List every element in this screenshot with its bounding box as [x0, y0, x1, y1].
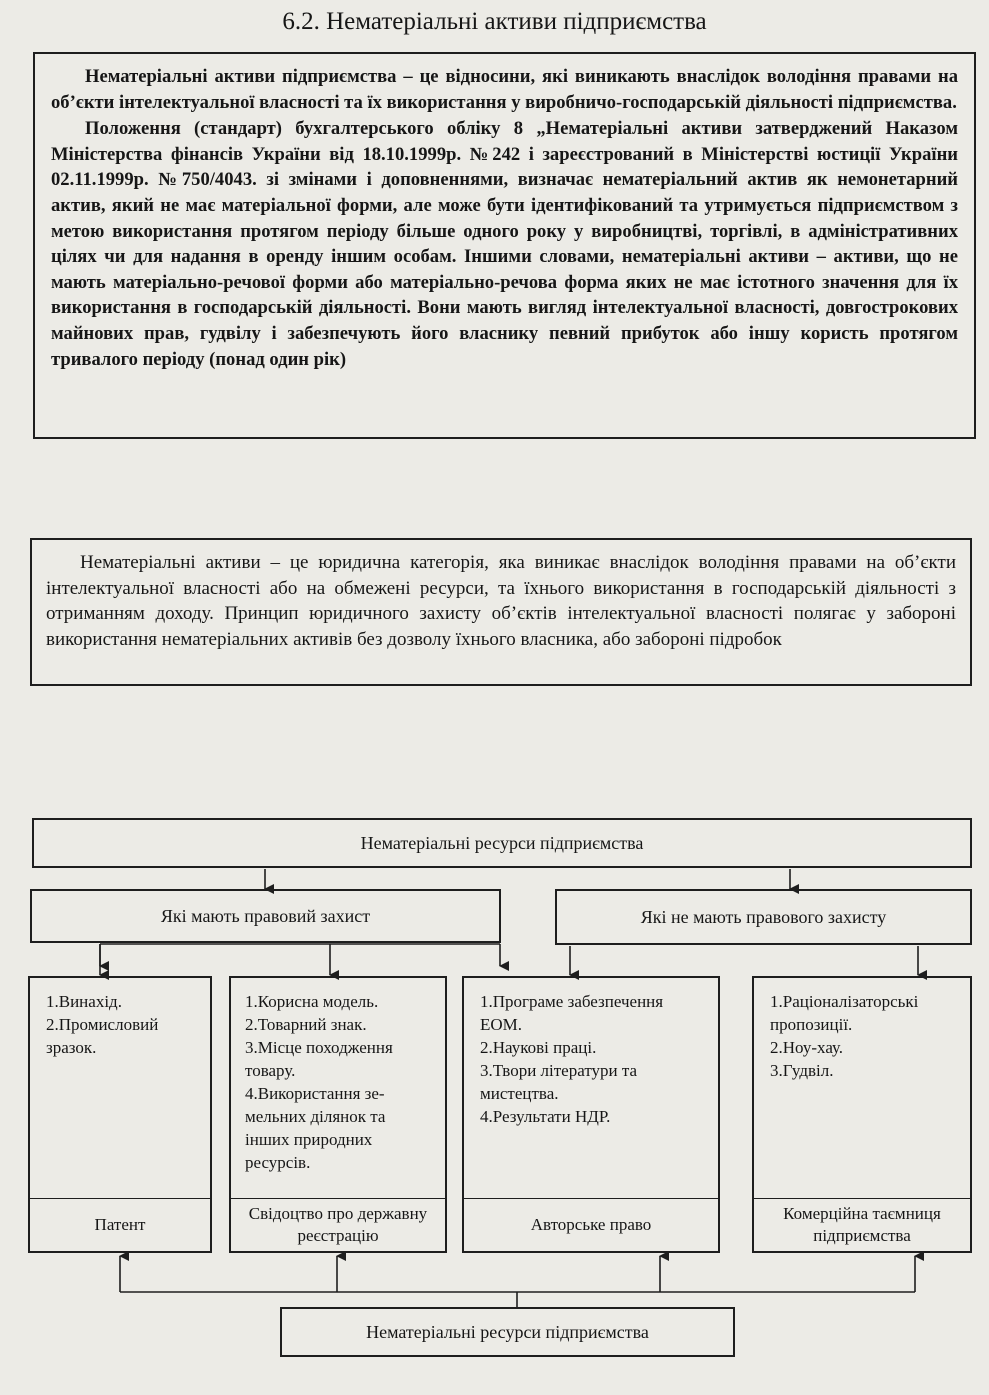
- diagram-bottom-label: Нематеріальні ресурси підприємства: [366, 1322, 649, 1342]
- list-item: 2.Товарний знак.: [245, 1015, 367, 1034]
- column-registration-footer: Свідоцтво про державну реєстрацію: [248, 1204, 428, 1245]
- column-trade-secret-list: [770, 990, 970, 1082]
- list-item: 1.Програме забезпечення: [480, 992, 664, 1011]
- list-item: товару.: [245, 1061, 296, 1080]
- definition-paragraph-2: Положення (стандарт) бухгалтерського обліку 8 „Нематеріальні активи затверджений Наказом Міністерства фінансів України від 18.10.1999р. №242 і зареєстрований в Міністерстві юстиції України 02.11.1999р. №750/4043. зі змінами і доповненнями, визначає нематеріальний актив як немонетарний актив, який не має матеріальної форми, але може бути ідентифікований та утримується підприємством з метою використання протягом періоду більше одного року у виробництві, торгівлі, в адміністративних цілях чи для надання в оренду іншим особам. Іншими словами, нематеріальні активи – активи, що не мають матеріально-речової форми або матеріально-речова форма яких не має істотного значення для їх використання в господарській діяльності. Вони мають вигляд інтелектуальної власності, довгострокових майнових прав, гудвілу і забезпечують його власнику певний прибуток або іншу користь протягом тривалого періоду (понад один рік): [51, 118, 958, 370]
- list-item: мистецтва.: [480, 1084, 559, 1103]
- section-title: 6.2. Нематеріальні активи підприємства: [282, 8, 707, 35]
- list-item: 1.Корисна модель.: [245, 992, 379, 1011]
- list-item: пропозиції.: [770, 1015, 853, 1034]
- column-trade-secret-box: [752, 976, 972, 1253]
- column-copyright-footer: Авторське право: [530, 1215, 652, 1234]
- list-item: 3.Твори літератури та: [480, 1061, 638, 1080]
- list-item: ресурсів.: [245, 1153, 311, 1172]
- list-item: мельних ділянок та: [245, 1107, 386, 1126]
- legal-category-paragraph: Нематеріальні активи – це юридична категорія, яка виникає внаслідок володіння правами на об’єкти інтелектуальної власності або на обмежені ресурси, та їхнього використання в господарській діяльності з отриманням доходу. Принцип юридичного захисту об’єктів інтелектуальної власності полягає у забороні використання нематеріальних активів без дозволу їхнього власника, або забороні підробок: [46, 552, 956, 650]
- branch-unprotected-label: Які не мають правового захисту: [640, 907, 887, 927]
- branch-protected-box: [30, 889, 501, 943]
- list-item: 4.Результати НДР.: [480, 1107, 611, 1126]
- list-item: зразок.: [46, 1038, 97, 1057]
- diagram-bottom-box: [280, 1307, 735, 1357]
- column-registration-box: [229, 976, 447, 1253]
- definition-paragraph-1: Нематеріальні активи підприємства – це відносини, які виникають внаслідок володіння правами на об’єкти інтелектуальної власності та їх використання у виробничо-господарській діяльності підприємства.: [51, 66, 958, 113]
- branch-protected-label: Які мають правовий захист: [160, 906, 371, 926]
- list-item: 3.Місце походження: [245, 1038, 393, 1057]
- list-item: 2.Наукові праці.: [480, 1038, 597, 1057]
- list-item: 1.Винахід.: [46, 992, 122, 1011]
- column-copyright-list: [480, 990, 716, 1128]
- list-item: 2.Промисловий: [46, 1015, 159, 1034]
- list-item: ЕОМ.: [480, 1015, 523, 1034]
- branch-unprotected-box: [555, 889, 972, 945]
- list-item: 2.Ноу-хау.: [770, 1038, 844, 1057]
- column-copyright-box: [462, 976, 720, 1253]
- list-item: інших природних: [245, 1130, 373, 1149]
- list-item: 1.Раціоналізаторські: [770, 992, 919, 1011]
- diagram-top-box: [32, 818, 972, 868]
- diagram-top-label: Нематеріальні ресурси підприємства: [360, 833, 644, 853]
- list-item: 3.Гудвіл.: [770, 1061, 834, 1080]
- column-patent-list: [46, 990, 206, 1059]
- column-trade-secret-footer: Комерційна таємниця підприємства: [783, 1204, 941, 1245]
- column-registration-list: [245, 990, 445, 1174]
- column-patent-footer: Патент: [94, 1215, 146, 1234]
- list-item: 4.Використання зе-: [245, 1084, 385, 1103]
- column-patent-box: [28, 976, 212, 1253]
